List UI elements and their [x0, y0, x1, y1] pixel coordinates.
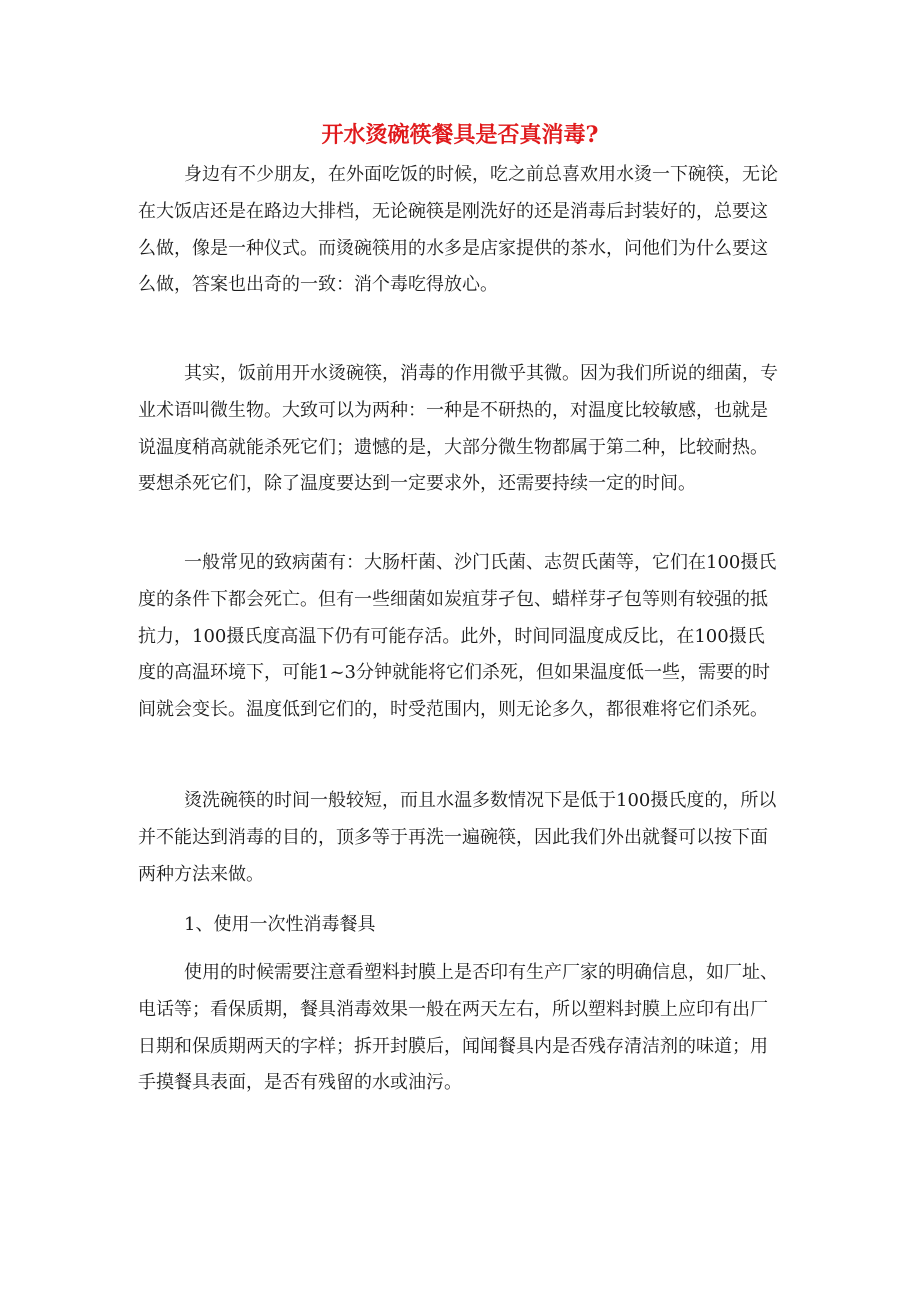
section-heading-disposable-tableware: 1、使用一次性消毒餐具	[184, 914, 376, 935]
paragraph-disposable-tips: 使用的时候需要注意看塑料封膜上是否印有生产厂家的明确信息，如厂址、电话等；看保质期，餐具消毒效果一般在两天左右，所以塑料封膜上应印有出厂日期和保质期两天的字样；拆开封膜后，闻闻餐具内是否残存清洁剂的味道；用手摸餐具表面，是否有残留的水或油污。	[138, 962, 778, 1094]
page-title: 开水烫碗筷餐具是否真消毒?	[321, 122, 599, 148]
paragraph-intro: 身边有不少朋友，在外面吃饭的时候，吃之前总喜欢用水烫一下碗筷，无论在大饭店还是在路边大排档，无论碗筷是刚洗好的还是消毒后封装好的，总要这么做，像是一种仪式。而烫碗筷用的水多是店家提供的茶水，问他们为什么要这么做，答案也出奇的一致：消个毒吃得放心。	[138, 164, 778, 296]
paragraph-explanation: 其实，饭前用开水烫碗筷，消毒的作用微乎其微。因为我们所说的细菌，专业术语叫微生物。大致可以为两种：一种是不研热的，对温度比较敏感，也就是说温度稍高就能杀死它们；遗憾的是，大部分微生物都属于第二种，比较耐热。要想杀死它们，除了温度要达到一定要求外，还需要持续一定的时间。	[138, 363, 778, 495]
paragraph-conclusion: 烫洗碗筷的时间一般较短，而且水温多数情况下是低于100摄氏度的，所以并不能达到消毒的目的，顶多等于再洗一遍碗筷，因此我们外出就餐可以按下面两种方法来做。	[138, 790, 777, 885]
paragraph-pathogens: 一般常见的致病菌有：大肠杆菌、沙门氏菌、志贺氏菌等，它们在100摄氏度的条件下都会死亡。但有一些细菌如炭疽芽孑包、蜡样芽孑包等则有较强的抵抗力，100摄氏度高温下仍有可能存活。此外，时间同温度成反比，在100摄氏度的高温环境下，可能1~3分钟就能将它们杀死，但如果温度低一些，需要的时间就会变长。温度低到它们的，时受范围内，则无论多久，都很难将它们杀死。	[138, 552, 777, 721]
